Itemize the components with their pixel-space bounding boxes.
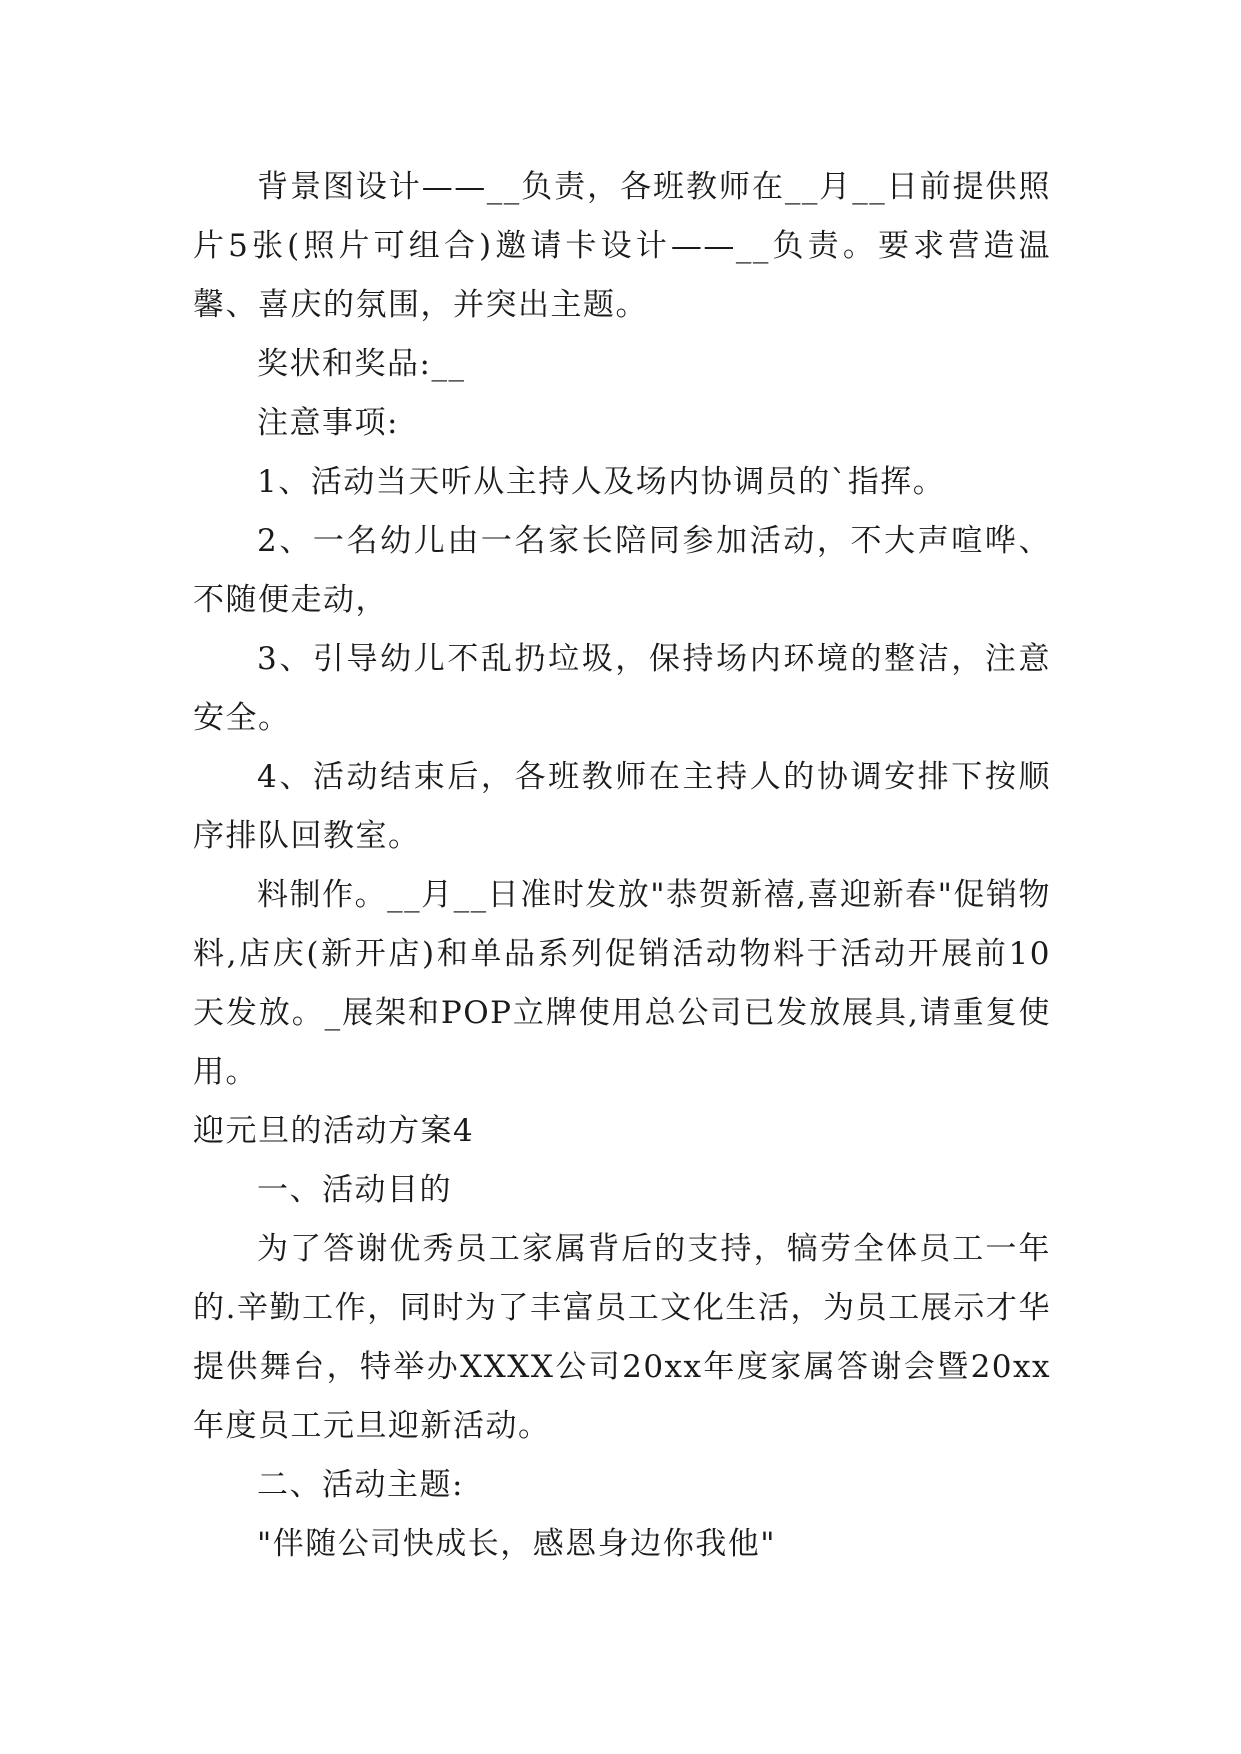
paragraph-awards: 奖状和奖品:__ (257, 346, 466, 382)
paragraph-background-design: 背景图设计——__负责，各班教师在__月__日前提供照片5张(照片可组合)邀请卡设计——__负责。要求营造温馨、喜庆的氛围，并突出主题。 (193, 169, 1051, 323)
heading-activity-purpose: 一、活动目的 (257, 1172, 452, 1208)
paragraph-theme: "伴随公司快成长，感恩身边你我他" (257, 1526, 777, 1562)
paragraph-note-1: 1、活动当天听从主持人及场内协调员的`指挥。 (257, 464, 946, 500)
document-body (193, 158, 1051, 1574)
heading-activity-theme: 二、活动主题: (257, 1467, 464, 1503)
paragraph-note-3: 3、引导幼儿不乱扔垃圾，保持场内环境的整洁，注意安全。 (193, 641, 1051, 736)
paragraph-materials: 料制作。__月__日准时发放"恭贺新禧,喜迎新春"促销物料,店庆(新开店)和单品系列促销活动物料于活动开展前10天发放。_展架和POP立牌使用总公司已发放展具,请重复使用。 (193, 877, 1051, 1090)
paragraph-note-4: 4、活动结束后，各班教师在主持人的协调安排下按顺序排队回教室。 (193, 759, 1051, 854)
paragraph-purpose: 为了答谢优秀员工家属背后的支持，犒劳全体员工一年的.辛勤工作，同时为了丰富员工文化生活，为员工展示才华提供舞台，特举办XXXX公司20xx年度家属答谢会暨20xx年度员工元旦迎新活动。 (193, 1231, 1051, 1444)
paragraph-note-2: 2、一名幼儿由一名家长陪同参加活动，不大声喧哗、不随便走动， (193, 523, 1051, 618)
section-title: 迎元旦的活动方案4 (193, 1113, 475, 1149)
paragraph-notes-heading: 注意事项: (257, 405, 399, 441)
